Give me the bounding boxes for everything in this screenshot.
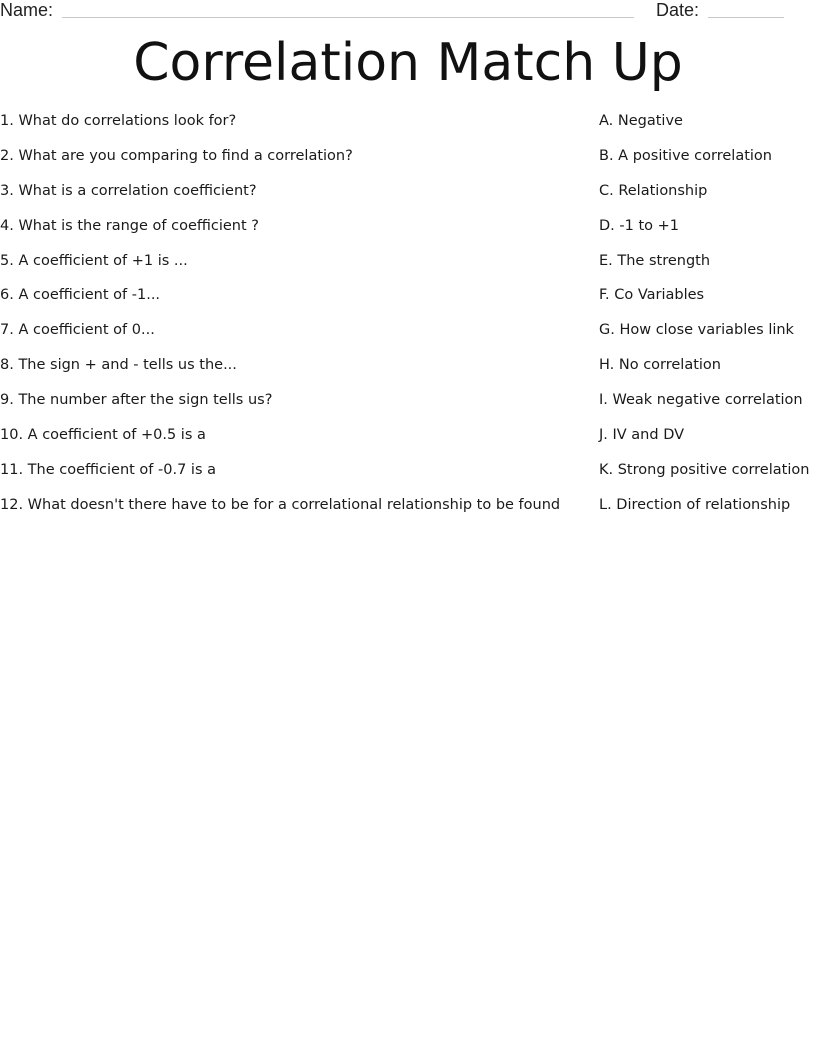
questions-list — [0, 111, 580, 530]
question-item: 12. What doesn't there have to be for a correlational relationship to be found — [0, 496, 561, 513]
worksheet-header — [0, 0, 816, 22]
answer-item: C. Relationship — [599, 182, 708, 199]
question-item: 5. A coefficient of +1 is ... — [0, 252, 188, 269]
question-item: 11. The coefficient of -0.7 is a — [0, 461, 216, 478]
answer-item: J. IV and DV — [599, 427, 685, 444]
question-item: 8. The sign + and - tells us the... — [0, 357, 237, 374]
answer-item: E. The strength — [599, 252, 711, 269]
question-item: 10. A coefficient of +0.5 is a — [0, 427, 206, 444]
question-item: 2. What are you comparing to find a correlation? — [0, 147, 353, 164]
answer-item: B. A positive correlation — [599, 147, 772, 164]
answer-item: H. No correlation — [599, 357, 721, 374]
question-item: 9. The number after the sign tells us? — [0, 392, 273, 409]
name-blank-line[interactable] — [62, 17, 634, 18]
answer-item: K. Strong positive correlation — [599, 461, 810, 478]
answers-list — [599, 111, 816, 530]
answer-item: L. Direction of relationship — [599, 496, 791, 513]
answer-item: D. -1 to +1 — [599, 217, 679, 234]
answer-item: G. How close variables link — [599, 322, 794, 339]
question-item: 4. What is the range of coefficient ? — [0, 217, 259, 234]
question-item: 7. A coefficient of 0... — [0, 322, 155, 339]
name-label: Name: — [0, 0, 54, 20]
question-item: 6. A coefficient of -1... — [0, 287, 161, 304]
answer-item: F. Co Variables — [599, 287, 705, 304]
question-item: 3. What is a correlation coefficient? — [0, 182, 257, 199]
date-label: Date: — [656, 0, 700, 20]
date-blank-line[interactable] — [708, 17, 784, 18]
question-item: 1. What do correlations look for? — [0, 113, 237, 129]
answer-item: I. Weak negative correlation — [599, 392, 803, 409]
page-title: Correlation Match Up — [133, 33, 683, 93]
answer-item: A. Negative — [599, 113, 683, 129]
